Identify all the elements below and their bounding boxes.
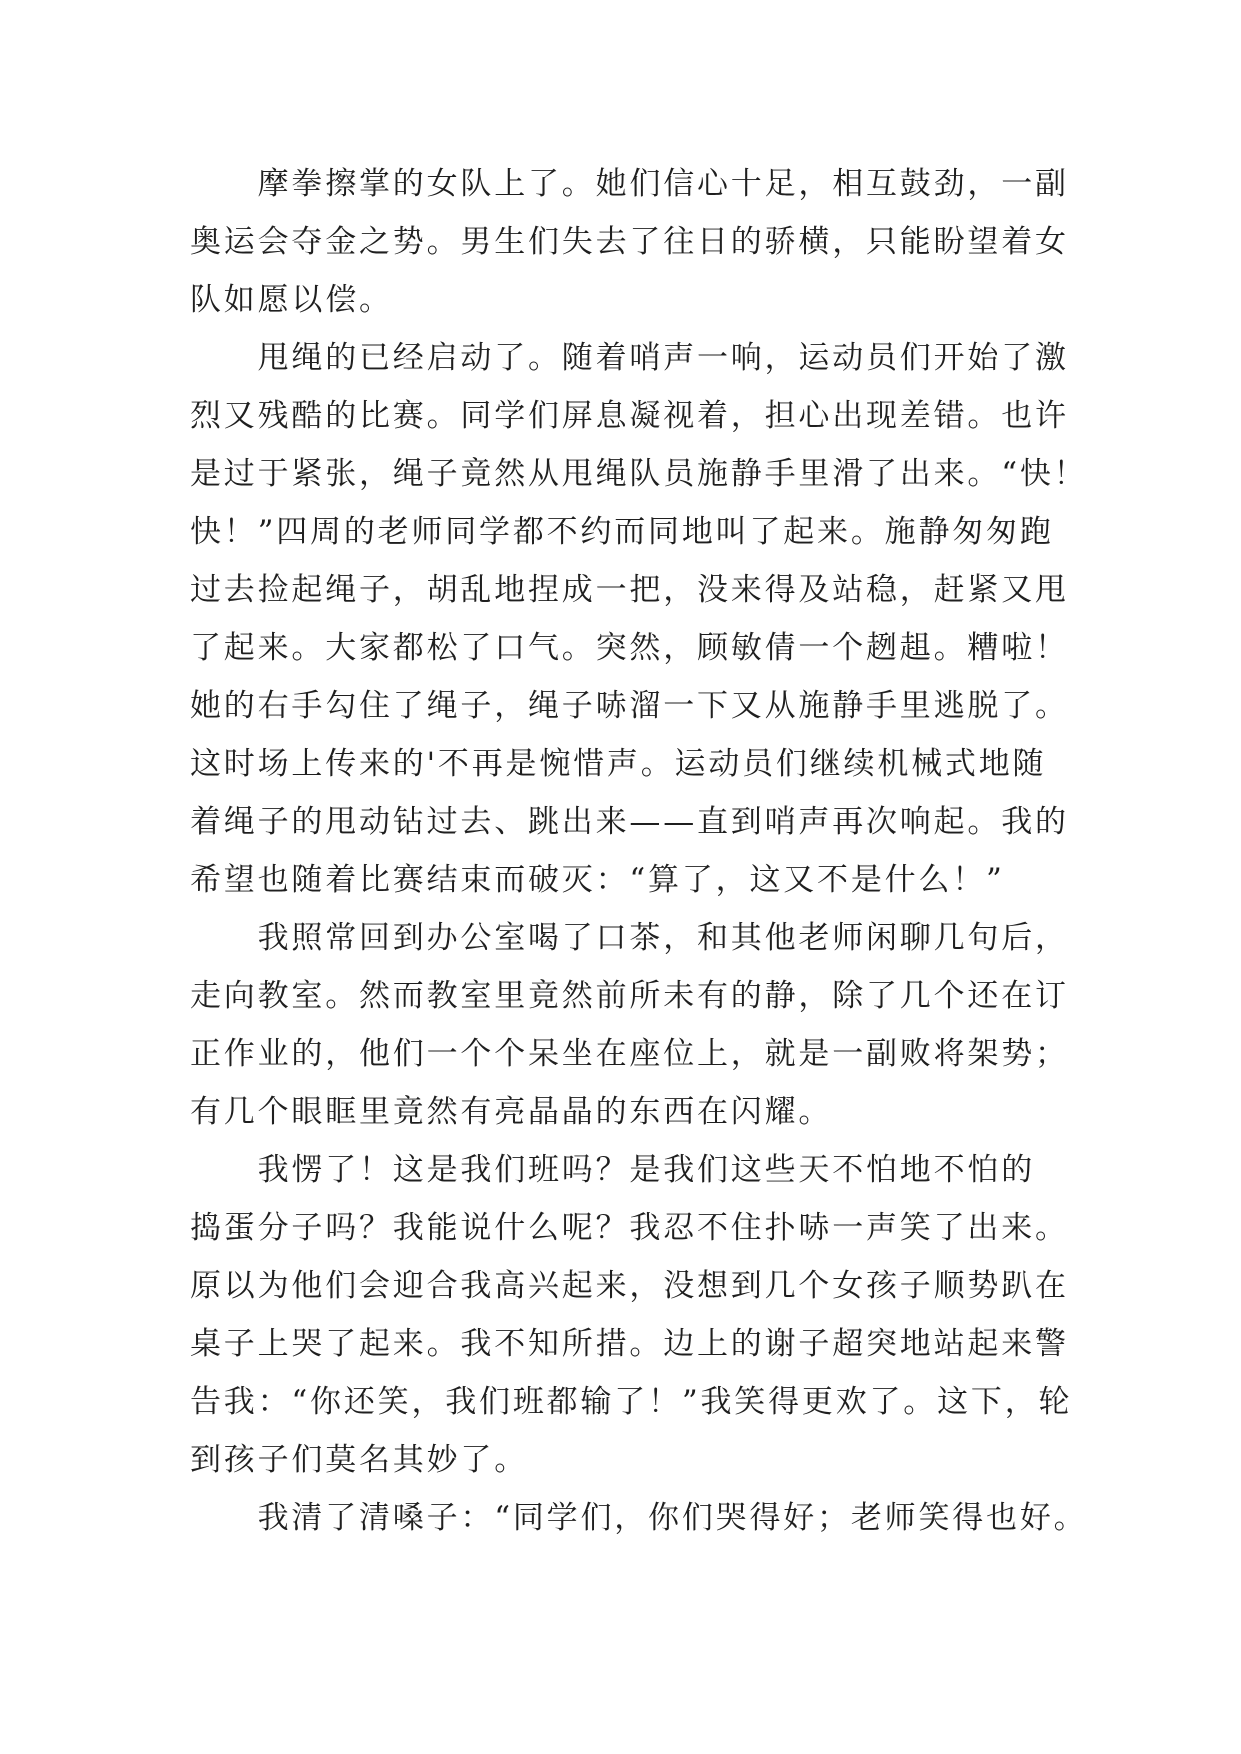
text-line: 烈又残酷的比赛。同学们屏息凝视着，担心出现差错。也许 bbox=[190, 398, 1069, 434]
text-line: 我照常回到办公室喝了口茶，和其他老师闲聊几句后， bbox=[190, 920, 1069, 956]
text-line: 到孩子们莫名其妙了。 bbox=[190, 1442, 528, 1478]
text-line: 我清了清嗓子：“同学们，你们哭得好；老师笑得也好。 bbox=[190, 1500, 1088, 1536]
text-line: 快！”四周的老师同学都不约而同地叫了起来。施静匆匆跑 bbox=[190, 514, 1054, 550]
text-line: 着绳子的甩动钻过去、跳出来——直到哨声再次响起。我的 bbox=[190, 804, 1069, 840]
text-line: 是过于紧张，绳子竟然从甩绳队员施静手里滑了出来。“快！ bbox=[190, 456, 1088, 492]
text-line: 队如愿以偿。 bbox=[190, 282, 393, 318]
text-line: 过去捡起绳子，胡乱地捏成一把，没来得及站稳，赶紧又甩 bbox=[190, 572, 1069, 608]
text-line: 桌子上哭了起来。我不知所措。边上的谢子超突地站起来警 bbox=[190, 1326, 1069, 1362]
text-line: 摩拳擦掌的女队上了。她们信心十足，相互鼓劲，一副 bbox=[190, 166, 1069, 202]
text-line: 了起来。大家都松了口气。突然，顾敏倩一个趔趄。糟啦！ bbox=[190, 630, 1069, 666]
text-line: 正作业的，他们一个个呆坐在座位上，就是一副败将架势； bbox=[190, 1036, 1069, 1072]
text-line: 我愣了！这是我们班吗？是我们这些天不怕地不怕的 bbox=[190, 1152, 1035, 1188]
text-line: 这时场上传来的'不再是惋惜声。运动员们继续机械式地随 bbox=[190, 746, 1047, 782]
text-line: 奥运会夺金之势。男生们失去了往日的骄横，只能盼望着女 bbox=[190, 224, 1069, 260]
text-line: 走向教室。然而教室里竟然前所未有的静，除了几个还在订 bbox=[190, 978, 1069, 1014]
text-line: 捣蛋分子吗？我能说什么呢？我忍不住扑哧一声笑了出来。 bbox=[190, 1210, 1069, 1246]
text-line: 甩绳的已经启动了。随着哨声一响，运动员们开始了激 bbox=[190, 340, 1069, 376]
text-line: 希望也随着比赛结束而破灭：“算了，这又不是什么！” bbox=[190, 862, 1005, 898]
text-line: 有几个眼眶里竟然有亮晶晶的东西在闪耀。 bbox=[190, 1094, 833, 1130]
text-line: 告我：“你还笑，我们班都输了！”我笑得更欢了。这下，轮 bbox=[190, 1384, 1073, 1420]
text-line: 原以为他们会迎合我高兴起来，没想到几个女孩子顺势趴在 bbox=[190, 1268, 1069, 1304]
text-line: 她的右手勾住了绳子，绳子哧溜一下又从施静手里逃脱了。 bbox=[190, 688, 1069, 724]
